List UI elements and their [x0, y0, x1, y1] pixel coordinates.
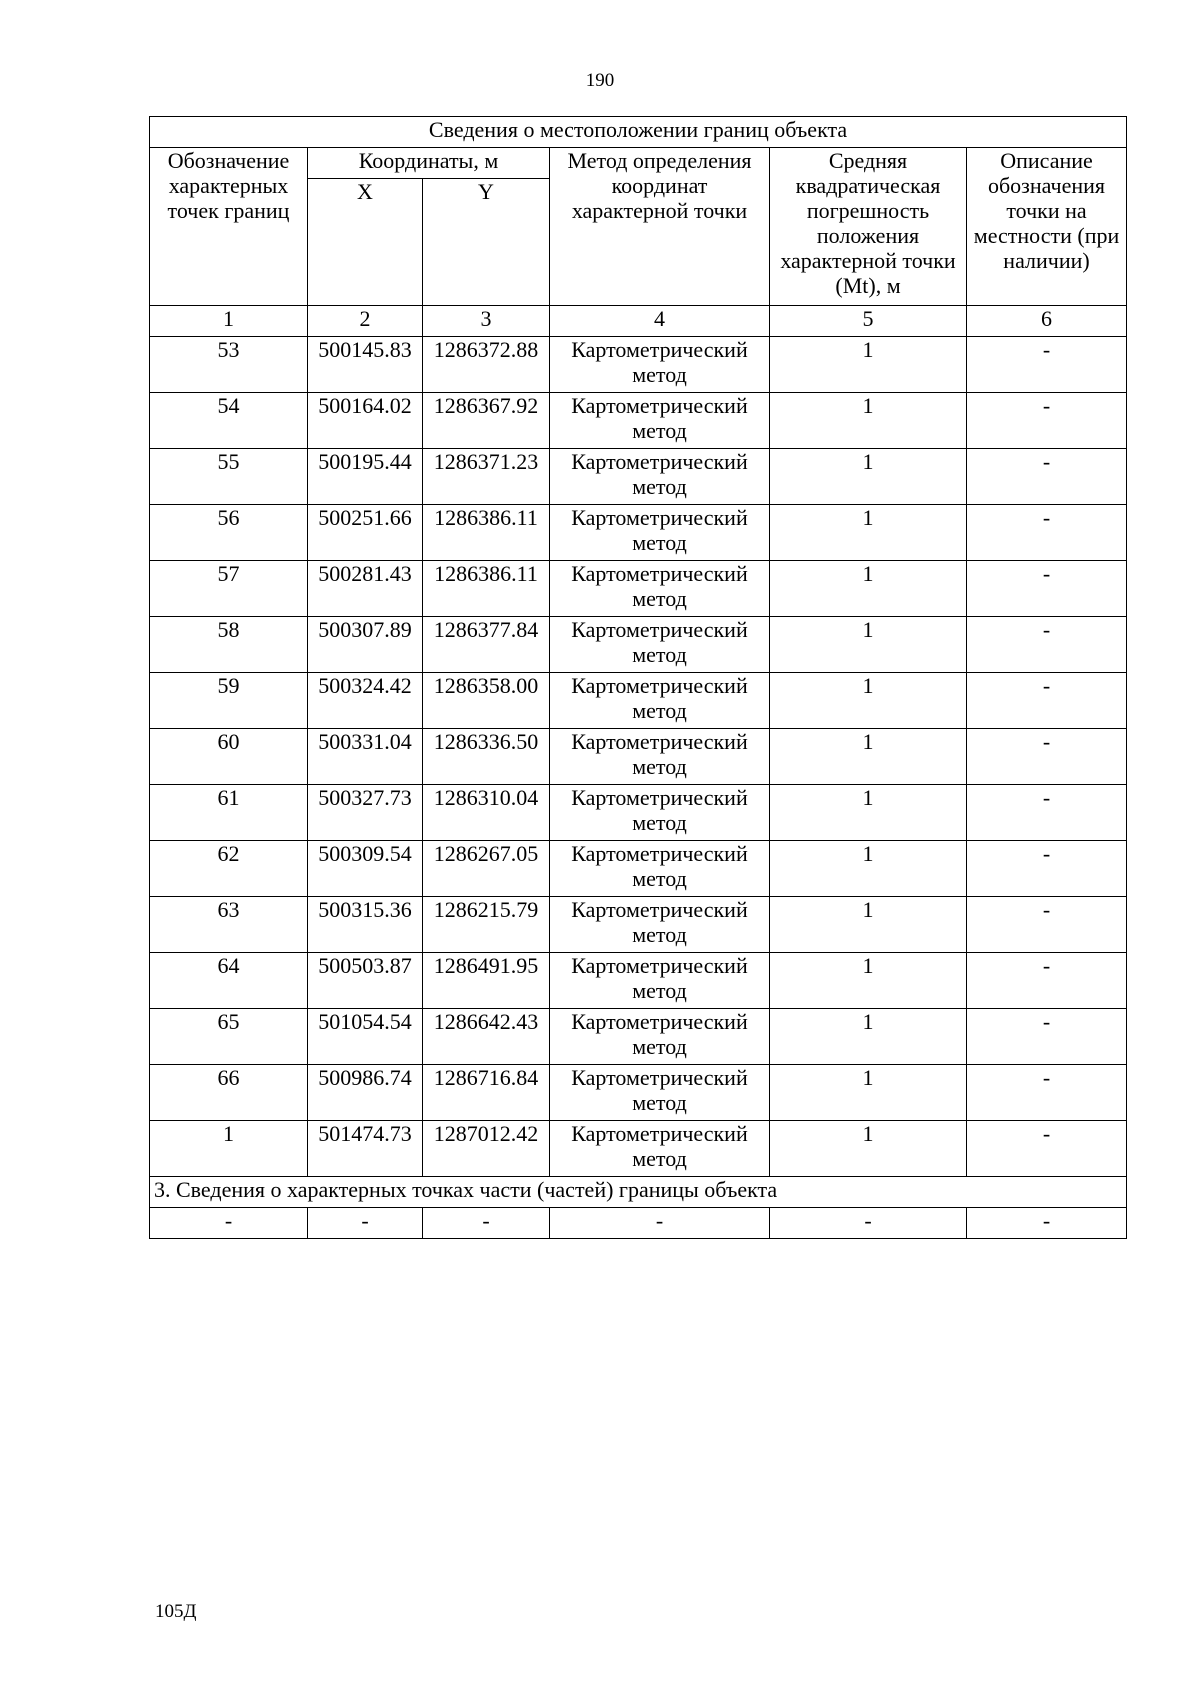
table-row — [150, 953, 1127, 1009]
header-x: X — [308, 179, 423, 306]
cell-mean-error: 1 — [770, 785, 967, 841]
column-index-row — [150, 306, 1127, 337]
cell-point: 61 — [150, 785, 308, 841]
cell-description: - — [967, 841, 1127, 897]
cell-mean-error: 1 — [770, 505, 967, 561]
section-3-cell: - — [150, 1208, 308, 1239]
section-3-cell: - — [308, 1208, 423, 1239]
cell-description: - — [967, 393, 1127, 449]
cell-x: 500195.44 — [308, 449, 423, 505]
cell-point: 63 — [150, 897, 308, 953]
cell-method: Картометрический метод — [550, 449, 770, 505]
cell-y: 1286386.11 — [423, 505, 550, 561]
header-row — [150, 148, 1127, 179]
cell-x: 500307.89 — [308, 617, 423, 673]
cell-point: 54 — [150, 393, 308, 449]
cell-description: - — [967, 505, 1127, 561]
cell-point: 56 — [150, 505, 308, 561]
cell-y: 1286336.50 — [423, 729, 550, 785]
cell-description: - — [967, 561, 1127, 617]
cell-x: 500315.36 — [308, 897, 423, 953]
footer-code: 105Д — [155, 1601, 197, 1622]
cell-x: 500503.87 — [308, 953, 423, 1009]
cell-mean-error: 1 — [770, 729, 967, 785]
cell-mean-error: 1 — [770, 561, 967, 617]
cell-point: 62 — [150, 841, 308, 897]
column-index: 6 — [967, 306, 1127, 337]
cell-y: 1286642.43 — [423, 1009, 550, 1065]
cell-y: 1286371.23 — [423, 449, 550, 505]
cell-x: 500281.43 — [308, 561, 423, 617]
cell-x: 500251.66 — [308, 505, 423, 561]
cell-x: 500145.83 — [308, 337, 423, 393]
cell-mean-error: 1 — [770, 897, 967, 953]
cell-y: 1286215.79 — [423, 897, 550, 953]
cell-x: 500986.74 — [308, 1065, 423, 1121]
cell-description: - — [967, 729, 1127, 785]
section-3-title: 3. Сведения о характерных точках части (частей) границы объекта — [150, 1177, 1127, 1208]
column-index: 1 — [150, 306, 308, 337]
cell-description: - — [967, 449, 1127, 505]
cell-x: 500331.04 — [308, 729, 423, 785]
cell-mean-error: 1 — [770, 393, 967, 449]
table-row — [150, 617, 1127, 673]
cell-description: - — [967, 1121, 1127, 1177]
table-row — [150, 561, 1127, 617]
table-title-row — [150, 117, 1127, 148]
cell-point: 58 — [150, 617, 308, 673]
cell-method: Картометрический метод — [550, 673, 770, 729]
table-row — [150, 505, 1127, 561]
cell-mean-error: 1 — [770, 673, 967, 729]
cell-point: 66 — [150, 1065, 308, 1121]
cell-description: - — [967, 617, 1127, 673]
cell-mean-error: 1 — [770, 953, 967, 1009]
cell-point: 60 — [150, 729, 308, 785]
cell-y: 1286716.84 — [423, 1065, 550, 1121]
header-point-designation: Обозначение характерных точек границ — [150, 148, 308, 306]
cell-point: 59 — [150, 673, 308, 729]
cell-y: 1286386.11 — [423, 561, 550, 617]
section-3-cell: - — [550, 1208, 770, 1239]
table-title: Сведения о местоположении границ объекта — [150, 117, 1127, 148]
table-row — [150, 393, 1127, 449]
cell-method: Картометрический метод — [550, 897, 770, 953]
column-index: 5 — [770, 306, 967, 337]
cell-y: 1286377.84 — [423, 617, 550, 673]
cell-x: 501054.54 — [308, 1009, 423, 1065]
cell-x: 501474.73 — [308, 1121, 423, 1177]
table-row — [150, 897, 1127, 953]
cell-x: 500164.02 — [308, 393, 423, 449]
table-row — [150, 1065, 1127, 1121]
table-row — [150, 841, 1127, 897]
cell-mean-error: 1 — [770, 337, 967, 393]
section-3-cell: - — [770, 1208, 967, 1239]
cell-description: - — [967, 337, 1127, 393]
page-number: 190 — [585, 70, 615, 91]
cell-method: Картометрический метод — [550, 841, 770, 897]
header-mean-error: Средняя квадратическая погрешность положения характерной точки (Mt), м — [770, 148, 967, 306]
table-row — [150, 1009, 1127, 1065]
table-row — [150, 1121, 1127, 1177]
cell-y: 1287012.42 — [423, 1121, 550, 1177]
cell-x: 500309.54 — [308, 841, 423, 897]
cell-description: - — [967, 1009, 1127, 1065]
cell-method: Картометрический метод — [550, 785, 770, 841]
cell-method: Картометрический метод — [550, 393, 770, 449]
cell-description: - — [967, 785, 1127, 841]
header-y: Y — [423, 179, 550, 306]
table-row — [150, 785, 1127, 841]
cell-y: 1286367.92 — [423, 393, 550, 449]
cell-mean-error: 1 — [770, 1009, 967, 1065]
header-description: Описание обозначения точки на местности (при наличии) — [967, 148, 1127, 306]
cell-point: 55 — [150, 449, 308, 505]
cell-method: Картометрический метод — [550, 617, 770, 673]
cell-point: 65 — [150, 1009, 308, 1065]
cell-method: Картометрический метод — [550, 1121, 770, 1177]
cell-mean-error: 1 — [770, 841, 967, 897]
cell-method: Картометрический метод — [550, 729, 770, 785]
boundary-coordinates-table — [149, 116, 1127, 1239]
column-index: 3 — [423, 306, 550, 337]
cell-method: Картометрический метод — [550, 1009, 770, 1065]
column-index: 4 — [550, 306, 770, 337]
cell-y: 1286267.05 — [423, 841, 550, 897]
cell-y: 1286372.88 — [423, 337, 550, 393]
cell-method: Картометрический метод — [550, 1065, 770, 1121]
header-coordinates: Координаты, м — [308, 148, 550, 179]
cell-method: Картометрический метод — [550, 953, 770, 1009]
cell-mean-error: 1 — [770, 1121, 967, 1177]
cell-mean-error: 1 — [770, 617, 967, 673]
cell-description: - — [967, 673, 1127, 729]
cell-x: 500327.73 — [308, 785, 423, 841]
cell-point: 53 — [150, 337, 308, 393]
cell-y: 1286358.00 — [423, 673, 550, 729]
section-3-row — [150, 1208, 1127, 1239]
cell-point: 1 — [150, 1121, 308, 1177]
header-method: Метод определения координат характерной точки — [550, 148, 770, 306]
table-row — [150, 673, 1127, 729]
table-row — [150, 729, 1127, 785]
cell-point: 64 — [150, 953, 308, 1009]
cell-method: Картометрический метод — [550, 561, 770, 617]
cell-y: 1286310.04 — [423, 785, 550, 841]
cell-method: Картометрический метод — [550, 337, 770, 393]
cell-description: - — [967, 1065, 1127, 1121]
table-row — [150, 449, 1127, 505]
table-row — [150, 337, 1127, 393]
cell-mean-error: 1 — [770, 449, 967, 505]
section-3-title-row — [150, 1177, 1127, 1208]
cell-y: 1286491.95 — [423, 953, 550, 1009]
cell-description: - — [967, 897, 1127, 953]
section-3-cell: - — [967, 1208, 1127, 1239]
cell-point: 57 — [150, 561, 308, 617]
cell-description: - — [967, 953, 1127, 1009]
cell-mean-error: 1 — [770, 1065, 967, 1121]
cell-method: Картометрический метод — [550, 505, 770, 561]
column-index: 2 — [308, 306, 423, 337]
cell-x: 500324.42 — [308, 673, 423, 729]
section-3-cell: - — [423, 1208, 550, 1239]
